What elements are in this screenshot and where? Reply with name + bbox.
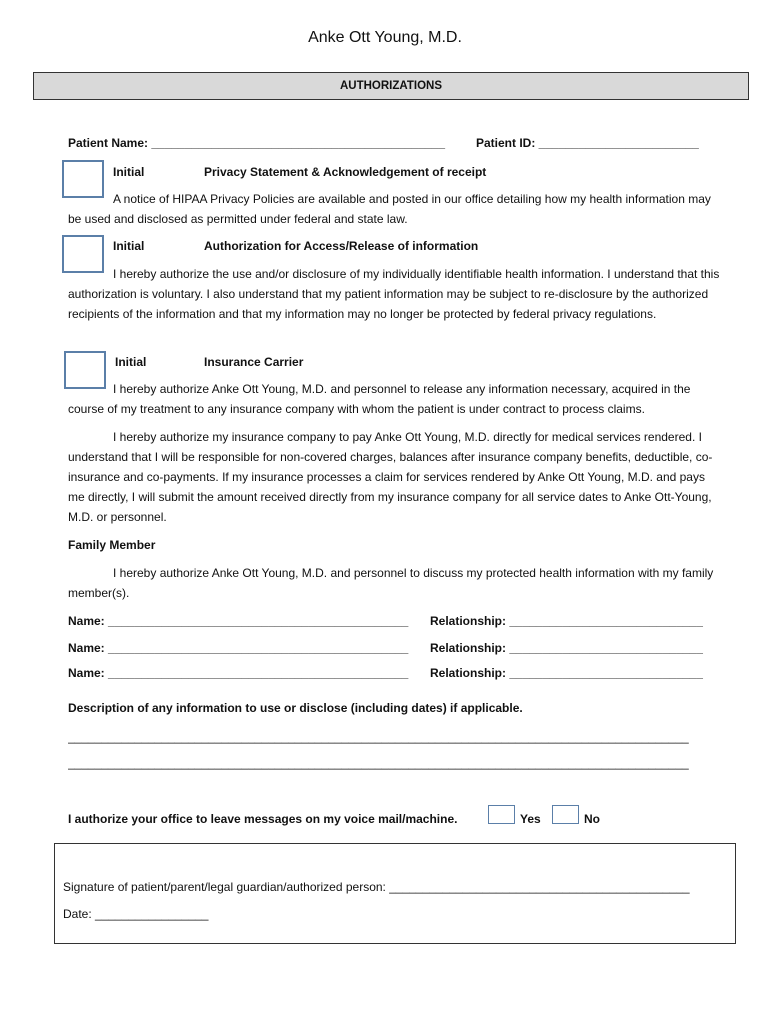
family-text: I hereby authorize Anke Ott Young, M.D. and personnel to discuss my protected health information with my family member(s). xyxy=(68,566,714,600)
family-name-row xyxy=(68,614,408,628)
signature-field[interactable]: _____________________________________________ xyxy=(389,880,690,894)
family-name-field[interactable]: _____________________________________________ xyxy=(108,666,409,680)
family-name-row xyxy=(68,641,408,655)
family-relationship-field[interactable]: _____________________________ xyxy=(509,614,703,628)
patient-name-row xyxy=(68,136,445,150)
description-heading: Description of any information to use or disclose (including dates) if applicable. xyxy=(68,701,523,715)
voicemail-no-label: No xyxy=(584,812,600,826)
voicemail-label: I authorize your office to leave messages on my voice mail/machine. xyxy=(68,812,458,826)
insurance-initial-label: Initial xyxy=(115,355,147,369)
patient-name-field[interactable]: ____________________________________________ xyxy=(151,136,446,150)
access-heading: Authorization for Access/Release of information xyxy=(204,239,479,253)
patient-name-label: Patient Name: xyxy=(68,136,152,150)
insurance-heading: Insurance Carrier xyxy=(204,355,304,369)
family-name-label: Name: xyxy=(68,614,109,628)
voicemail-yes-label: Yes xyxy=(520,812,541,826)
description-line-1[interactable]: _____________________________________________________________________________________________ xyxy=(68,730,689,744)
patient-id-field[interactable]: ________________________ xyxy=(538,136,699,150)
patient-id-row xyxy=(476,136,699,150)
privacy-text: A notice of HIPAA Privacy Policies are available and posted in our office detailing how my health information may be used and disclosed as permitted under federal and state law. xyxy=(68,192,711,226)
voicemail-yes-checkbox[interactable] xyxy=(488,805,515,824)
family-name-field[interactable]: _____________________________________________ xyxy=(108,641,409,655)
family-relationship-label: Relationship: xyxy=(430,614,510,628)
page-title: Anke Ott Young, M.D. xyxy=(308,29,462,46)
date-row xyxy=(63,907,208,921)
signature-label: Signature of patient/parent/legal guardian/authorized person: xyxy=(63,880,390,894)
date-field[interactable]: _________________ xyxy=(95,907,209,921)
family-relationship-label: Relationship: xyxy=(430,666,510,680)
family-relationship-row xyxy=(430,614,703,628)
insurance-text-2: I hereby authorize my insurance company to pay Anke Ott Young, M.D. directly for medical services rendered. I understand that I will be responsible for non-covered charges, balances after insurance company benefits, deductible, co-insurance and co-payments. If my insurance processes a claim for services rendered by Anke Ott Young, M.D. and pays me directly, I will submit the amount received directly from my insurance company for all service dates to Anke Ott-Young, M.D. or personnel. xyxy=(68,430,713,524)
authorizations-banner: AUTHORIZATIONS xyxy=(33,72,749,100)
privacy-initial-label: Initial xyxy=(113,165,145,179)
family-relationship-row xyxy=(430,641,703,655)
access-text: I hereby authorize the use and/or disclosure of my individually identifiable health information. I understand that this authorization is voluntary. I also understand that my patient information may be subject to re-disclosure by the authorized recipients of the information and that my information may no longer be protected by federal privacy regulations. xyxy=(68,267,720,321)
signature-row xyxy=(63,880,690,894)
family-relationship-field[interactable]: _____________________________ xyxy=(509,666,703,680)
date-label: Date: xyxy=(63,907,96,921)
patient-id-label: Patient ID: xyxy=(476,136,539,150)
insurance-text-1: I hereby authorize Anke Ott Young, M.D. and personnel to release any information necessary, acquired in the course of my treatment to any insurance company with whom the patient is under contract to process claims. xyxy=(68,382,691,416)
family-relationship-label: Relationship: xyxy=(430,641,510,655)
description-line-2[interactable]: _____________________________________________________________________________________________ xyxy=(68,756,689,770)
family-relationship-field[interactable]: _____________________________ xyxy=(509,641,703,655)
family-heading: Family Member xyxy=(68,538,156,552)
access-initial-label: Initial xyxy=(113,239,145,253)
family-name-field[interactable]: _____________________________________________ xyxy=(108,614,409,628)
family-relationship-row xyxy=(430,666,703,680)
privacy-heading: Privacy Statement & Acknowledgement of receipt xyxy=(204,165,487,179)
voicemail-no-checkbox[interactable] xyxy=(552,805,579,824)
family-name-label: Name: xyxy=(68,666,109,680)
family-name-label: Name: xyxy=(68,641,109,655)
family-name-row xyxy=(68,666,408,680)
